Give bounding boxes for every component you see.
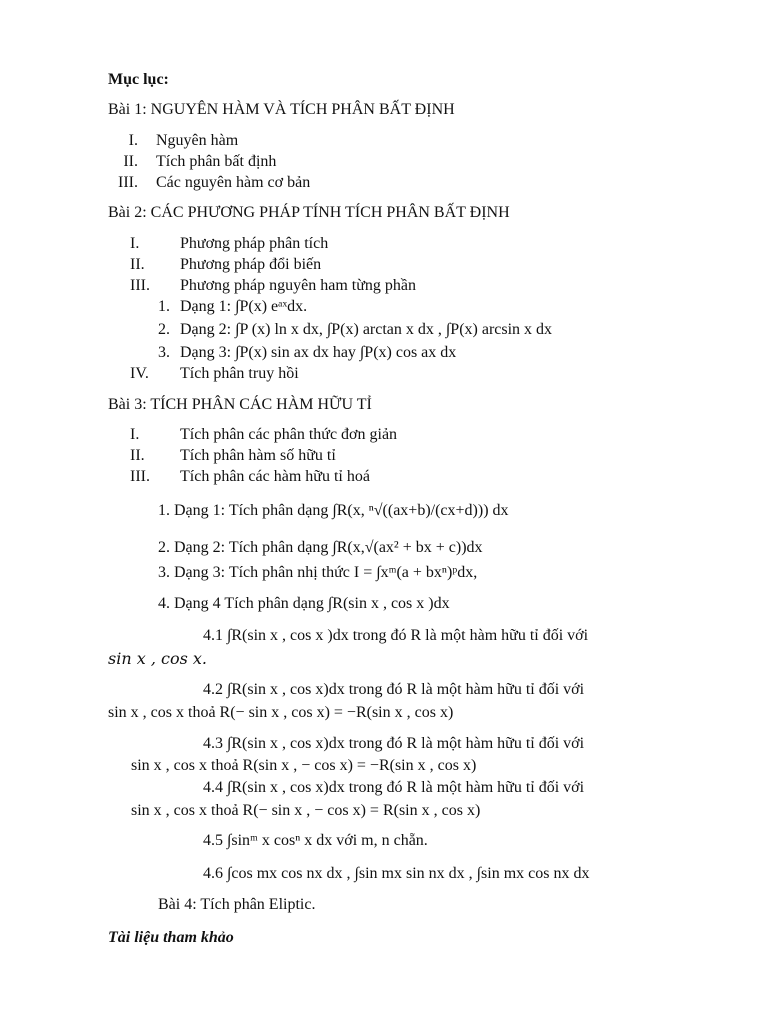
lesson-3-item-1: Tích phân các phân thức đơn giản [180,426,398,443]
lesson-3-sub-4-3-cont: sin x , cos x thoả R(sin x , − cos x) = −R(sin x , cos x) [131,757,477,774]
lesson-2-item-2: Phương pháp đổi biến [180,256,322,273]
lesson-3-sub-4-5: 4.5 ∫sinᵐ x cosⁿ x dx với m, n chẵn. [203,832,428,849]
references-heading: Tài liệu tham khảo [108,929,234,946]
lesson-3-item-2-num: II. [130,447,145,464]
lesson-2-item-3-num: III. [130,277,150,294]
toc-heading: Mục lục: [108,71,169,88]
lesson-3-sub-4-6: 4.6 ∫cos mx cos nx dx , ∫sin mx sin nx dx , ∫sin mx cos nx dx [203,865,590,882]
lesson-1-item-1: Nguyên hàm [156,132,239,149]
lesson-2-item-1-num: I. [130,235,140,252]
lesson-2-form-2: Dạng 2: ∫P (x) ln x dx, ∫P(x) arctan x dx , ∫P(x) arcsin x dx [180,321,553,338]
lesson-3-sub-4-3: 4.3 ∫R(sin x , cos x)dx trong đó R là một hàm hữu tỉ đối với [203,735,585,752]
lesson-3-item-1-num: I. [130,426,140,443]
lesson-3-form-2: 2. Dạng 2: Tích phân dạng ∫R(x,√(ax² + bx + c))dx [158,539,483,556]
lesson-2-form-3-num: 3. [158,344,170,361]
lesson-2-form-1-num: 1. [158,298,170,315]
lesson-1-item-3: Các nguyên hàm cơ bản [156,174,311,191]
lesson-3-sub-4-1: 4.1 ∫R(sin x , cos x )dx trong đó R là một hàm hữu tỉ đối với [203,627,589,644]
lesson-3-sub-4-2: 4.2 ∫R(sin x , cos x)dx trong đó R là một hàm hữu tỉ đối với [203,681,585,698]
lesson-4-title: Bài 4: Tích phân Eliptic. [158,896,316,913]
lesson-3-form-1: 1. Dạng 1: Tích phân dạng ∫R(x, ⁿ√((ax+b)/(cx+d))) dx [158,502,509,519]
lesson-2-form-2-num: 2. [158,321,170,338]
lesson-3-title: Bài 3: TÍCH PHÂN CÁC HÀM HỮU TỈ [108,396,372,413]
lesson-3-sub-4-4: 4.4 ∫R(sin x , cos x)dx trong đó R là một hàm hữu tỉ đối với [203,779,585,796]
lesson-2-item-4-num: IV. [130,365,149,382]
lesson-3-sub-4-4-cont: sin x , cos x thoả R(− sin x , − cos x) = R(sin x , cos x) [131,802,481,819]
lesson-2-item-1: Phương pháp phân tích [180,235,329,252]
lesson-3-form-3: 3. Dạng 3: Tích phân nhị thức I = ∫xᵐ(a + bxⁿ)ᵖdx, [158,564,478,581]
lesson-2-form-3: Dạng 3: ∫P(x) sin ax dx hay ∫P(x) cos ax dx [180,344,457,361]
lesson-1-item-3-num: III. [118,174,138,191]
lesson-1-item-2: Tích phân bất định [156,153,277,170]
lesson-2-item-4: Tích phân truy hồi [180,365,299,382]
lesson-1-item-2-num: II. [123,153,138,170]
lesson-3-item-3: Tích phân các hàm hữu tỉ hoá [180,468,370,485]
lesson-1-item-1-num: I. [128,132,138,149]
lesson-3-item-2: Tích phân hàm số hữu tỉ [180,447,336,464]
lesson-2-item-2-num: II. [130,256,145,273]
lesson-3-item-3-num: III. [130,468,150,485]
lesson-1-title: Bài 1: NGUYÊN HÀM VÀ TÍCH PHÂN BẤT ĐỊNH [108,101,455,118]
lesson-3-sub-4-1-cont: sin x , cos x. [108,649,207,668]
lesson-2-form-1: Dạng 1: ∫P(x) eᵃˣdx. [180,298,308,315]
lesson-3-sub-4-2-cont: sin x , cos x thoả R(− sin x , cos x) = −R(sin x , cos x) [108,704,454,721]
lesson-3-form-4: 4. Dạng 4 Tích phân dạng ∫R(sin x , cos x )dx [158,595,450,612]
lesson-2-item-3: Phương pháp nguyên ham từng phần [180,277,416,294]
lesson-2-title: Bài 2: CÁC PHƯƠNG PHÁP TÍNH TÍCH PHÂN BẤT ĐỊNH [108,204,510,221]
